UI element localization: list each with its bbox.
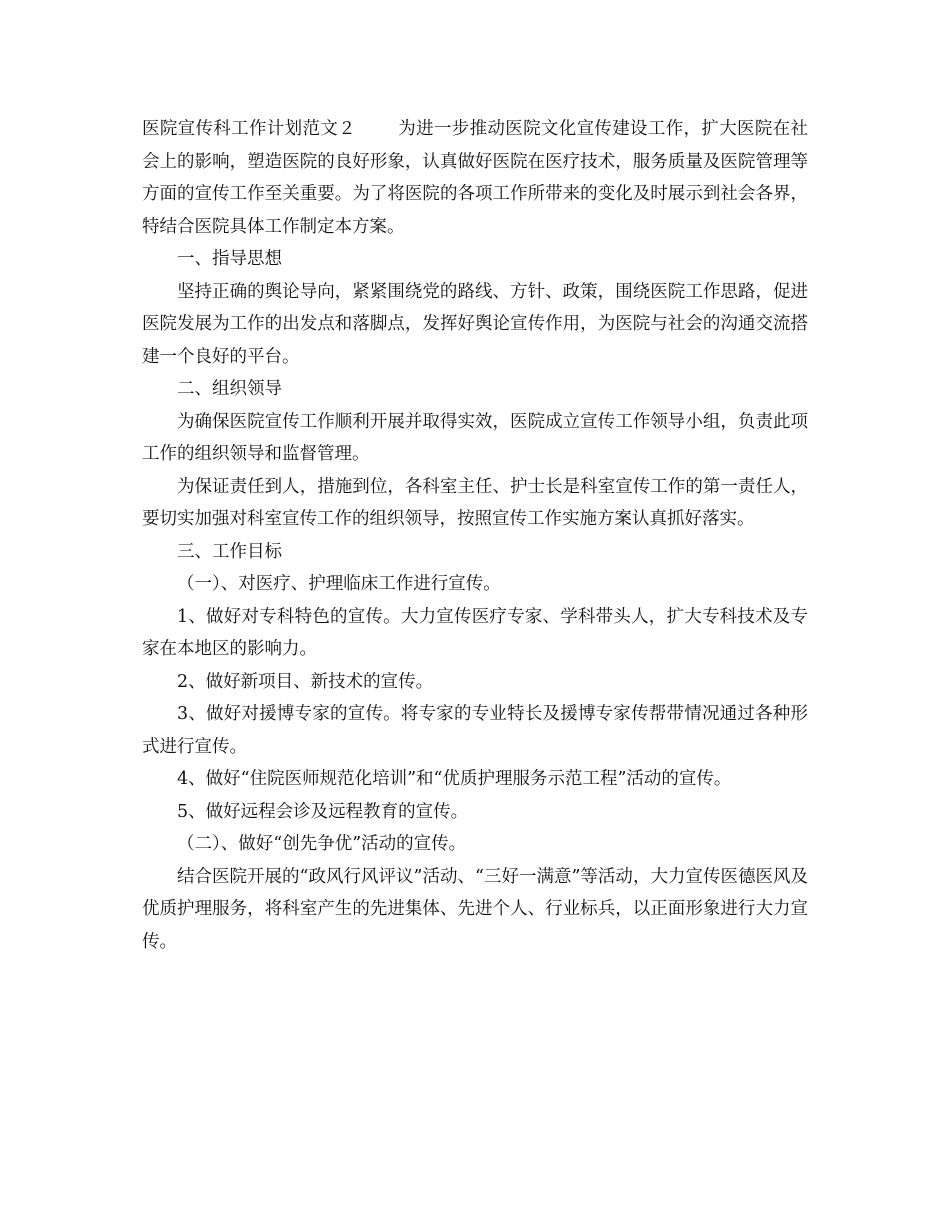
heading-guiding-ideology: 一、指导思想 <box>177 249 282 269</box>
body-paragraph: 为确保医院宣传工作顺利开展并取得实效，医院成立宣传工作领导小组，负责此项工作的组织领导和监督管理。 <box>142 411 808 464</box>
body-paragraph: 坚持正确的舆论导向，紧紧围绕党的路线、方针、政策，围绕医院工作思路，促进医院发展为工作的出发点和落脚点，发挥好舆论宣传作用，为医院与社会的沟通交流搭建一个良好的平台。 <box>142 281 808 367</box>
body-paragraph: 为保证责任到人，措施到位，各科室主任、护士长是科室宣传工作的第一责任人，要切实加强对科室宣传工作的组织领导，按照宣传工作实施方案认真抓好落实。 <box>142 476 808 529</box>
body-paragraph: 结合医院开展的“政风行风评议”活动、“三好一满意”等活动，大力宣传医德医风及优质护理服务，将科室产生的先进集体、先进个人、行业标兵，以正面形象进行大力宣传。 <box>142 866 808 952</box>
heading-organization: 二、组织领导 <box>177 379 282 399</box>
list-item: 3、做好对援博专家的宣传。将专家的专业特长及援博专家传帮带情况通过各种形式进行宣传。 <box>142 704 808 757</box>
subheading-item: （二）、做好“创先争优”活动的宣传。 <box>177 834 467 854</box>
list-item: 5、做好远程会诊及远程教育的宣传。 <box>177 801 469 822</box>
list-item: 1、做好对专科特色的宣传。大力宣传医疗专家、学科带头人，扩大专科技术及专家在本地区的影响力。 <box>142 606 808 659</box>
list-item: 2、做好新项目、新技术的宣传。 <box>177 671 434 692</box>
document-title: 医院宣传科工作计划范文２ <box>142 119 356 139</box>
heading-work-goals: 三、工作目标 <box>177 541 282 562</box>
list-item: 4、做好“住院医师规范化培训”和“优质护理服务示范工程”活动的宣传。 <box>177 769 732 789</box>
intro-text: 为进一步推动医院文化宣传建设工作，扩大医院在社会上的影响，塑造医院的良好形象，认真做好医院在医疗技术，服务质量及医院管理等方面的宣传工作至关重要。为了将医院的各项工作所带来的变化及时展示到社会各界，特结合医院具体工作制定本方案。 <box>142 119 809 237</box>
document-body <box>142 113 808 958</box>
opening-paragraph <box>142 113 808 243</box>
subheading-item: （一）、对医疗、护理临床工作进行宣传。 <box>177 574 501 594</box>
